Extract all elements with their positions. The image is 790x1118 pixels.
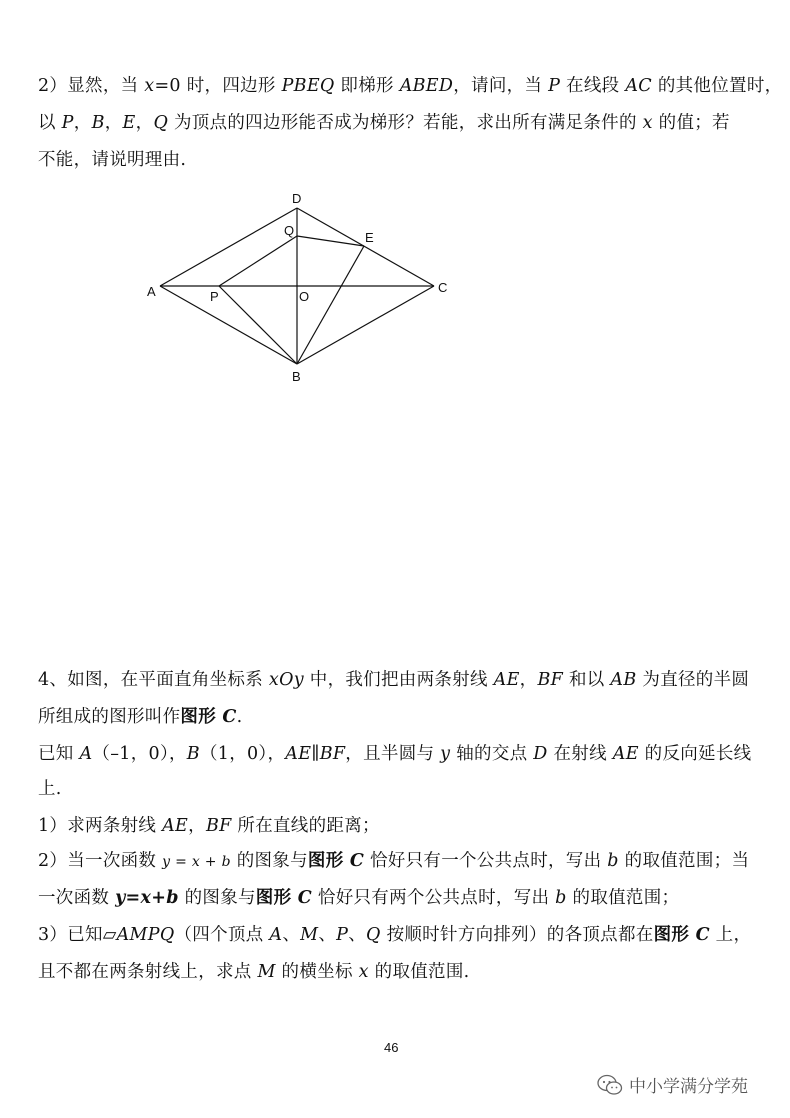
q4-line-6: 2）当一次函数 y = x + b 的图象与图形 C 恰好只有一个公共点时，写出 b 的取值范围；当 bbox=[38, 851, 750, 871]
label-C: C bbox=[438, 280, 448, 295]
q2-line-2: 以 P，B，E，Q 为顶点的四边形能否成为梯形？若能，求出所有满足条件的 x 的值；若 bbox=[38, 113, 730, 133]
q4-line-2: 所组成的图形叫作图形 C. bbox=[38, 707, 243, 727]
label-D: D bbox=[292, 191, 302, 206]
page-number: 46 bbox=[384, 1040, 399, 1055]
label-P: P bbox=[210, 289, 219, 304]
segment-BE bbox=[297, 246, 364, 364]
geometry-diagram bbox=[140, 185, 470, 385]
label-A: A bbox=[147, 284, 156, 299]
label-O: O bbox=[299, 289, 310, 304]
q2-line-3: 不能，请说明理由. bbox=[38, 150, 187, 170]
q4-line-7: 一次函数 y=x+b 的图象与图形 C 恰好只有两个公共点时，写出 b 的取值范围； bbox=[38, 888, 680, 908]
label-E: E bbox=[365, 230, 374, 245]
segment-DC bbox=[297, 208, 434, 286]
segment-AD bbox=[160, 208, 297, 286]
q4-line-1: 4、如图，在平面直角坐标系 xOy 中，我们把由两条射线 AE，BF 和以 AB 为直径的半圆 bbox=[38, 670, 750, 690]
q4-line-5: 1）求两条射线 AE，BF 所在直线的距离； bbox=[38, 816, 380, 836]
segment-BC bbox=[297, 286, 434, 364]
watermark-text: 中小学满分学苑 bbox=[629, 1077, 748, 1097]
label-B: B bbox=[292, 369, 301, 384]
q2-line-1: 2）显然，当 x=0 时，四边形 PBEQ 即梯形 ABED，请问，当 P 在线段 AC 的其他位置时， bbox=[38, 76, 783, 96]
segment-AB bbox=[160, 286, 297, 364]
wechat-icon bbox=[597, 1074, 623, 1096]
segment-PQ bbox=[219, 236, 297, 286]
q4-line-3: 已知 A（–1，0），B（1，0），AE∥BF，且半圆与 y 轴的交点 D 在射线 AE 的反向延长线 bbox=[38, 744, 752, 764]
q4-line-9: 且不都在两条射线上，求点 M 的横坐标 x 的取值范围. bbox=[38, 962, 470, 982]
q4-line-8: 3）已知▱AMPQ（四个顶点 A、M、P、Q 按顺时针方向排列）的各顶点都在图形 C 上， bbox=[38, 925, 752, 945]
watermark bbox=[597, 1072, 748, 1097]
label-Q: Q bbox=[284, 223, 295, 238]
segment-PB bbox=[219, 286, 297, 364]
q4-line-4: 上. bbox=[38, 779, 62, 799]
